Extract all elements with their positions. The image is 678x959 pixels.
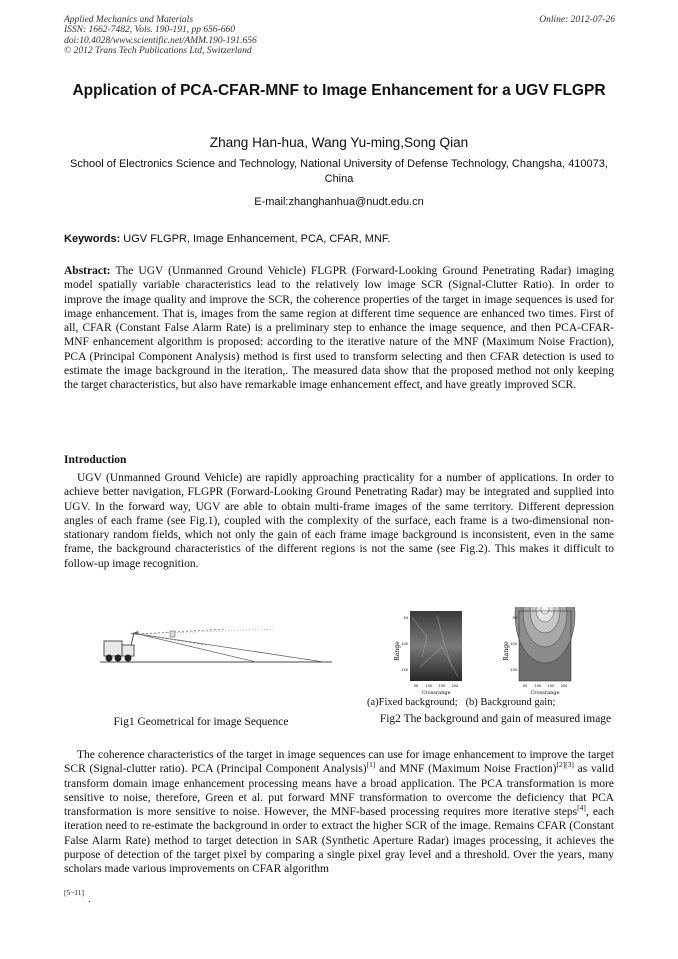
- vehicle-wheel: [106, 655, 113, 662]
- vehicle-wheel: [125, 655, 132, 662]
- figure-1-geometry-diagram: [96, 625, 336, 685]
- x-tick-label: 50: [413, 684, 419, 688]
- sentence-end-dot: .: [88, 893, 91, 905]
- y-tick-label: 150: [510, 668, 517, 672]
- radar-beam: [138, 634, 256, 662]
- citation-ref: [2][3]: [556, 760, 574, 770]
- keywords-label: Keywords:: [64, 233, 121, 245]
- y-tick-label: 100: [401, 642, 408, 646]
- radar-antenna: [130, 631, 139, 635]
- radar-mast: [131, 633, 134, 645]
- x-axis-label: Crossrange: [530, 690, 560, 696]
- para2-text-4: , each iteration need to re-estimate the background in order to extract the higher SCR of the image. Remains CFAR (Constant False Alarm Rate) method to target detection in SAR (Synthetic Aperture Radar) images processing, it achieves the purpose of detection of the target pixel by comparing a single pixel gray level and a threshold. Over the years, many scholars made various improvements on CFAR algorithm: [64, 806, 614, 876]
- abstract: [64, 264, 614, 393]
- x-axis-label: Crossrange: [421, 690, 451, 696]
- y-axis-label: Range: [394, 641, 401, 661]
- figure-2a-fixed-background: [392, 607, 467, 704]
- x-tick-label: 150: [547, 684, 555, 688]
- figure-2-caption: Fig2 The background and gain of measured image: [379, 713, 612, 725]
- figure-2b-caption: (b) Background gain;: [465, 697, 556, 708]
- x-tick-label: 50: [522, 684, 528, 688]
- keywords: [64, 233, 390, 245]
- affiliation: School of Electronics Science and Technology, National University of Defense Technology, Changsha, 410073, China: [70, 158, 608, 185]
- vehicle-cab: [122, 645, 134, 656]
- issn-line: ISSN: 1662-7482, Vols. 190-191, pp 656-660: [64, 25, 235, 36]
- copyright-line: © 2012 Trans Tech Publications Ltd, Switzerland: [64, 45, 252, 56]
- figure-1-caption: Fig1 Geometrical for image Sequence: [113, 716, 289, 728]
- y-tick-label: 150: [401, 668, 408, 672]
- citation-ref: [4]: [577, 803, 586, 813]
- radar-beam: [138, 629, 226, 634]
- y-axis-label: Range: [503, 641, 510, 661]
- citation-ref: [1]: [366, 760, 376, 770]
- vehicle-body: [104, 641, 122, 656]
- vehicle-body: [170, 631, 175, 637]
- keywords-text: UGV FLGPR, Image Enhancement, PCA, CFAR, MNF.: [120, 233, 391, 245]
- x-tick-label: 100: [534, 684, 542, 688]
- authors: Zhang Han-hua, Wang Yu-ming,Song Qian: [209, 135, 469, 150]
- doi-line: doi:10.4028/www.scientific.net/AMM.190-191.656: [64, 35, 257, 46]
- y-tick-label: 50: [403, 616, 408, 620]
- para2-text-3: as valid transform domain image enhancement processing means have a broad application. The PCA transformation is more sensitive to noise, therefore, Green et al. put forward MNF transformation to overcome the deficiency that PCA transformation is more sensitive to noise. However, the MNF-based processing requires more iterative steps: [64, 763, 614, 819]
- introduction-heading: Introduction: [64, 454, 127, 466]
- author-email: E-mail:zhanghanhua@nudt.edu.cn: [254, 196, 424, 208]
- citation-ref-bottom: [5~11]: [64, 888, 85, 897]
- x-tick-label: 200: [451, 684, 459, 688]
- journal-header: [64, 15, 257, 56]
- body-paragraph-2: [64, 748, 614, 877]
- vehicle-wheel: [115, 655, 122, 662]
- figure-2-subcaptions: [367, 697, 555, 708]
- x-tick-label: 200: [560, 684, 568, 688]
- abstract-text: The UGV (Unmanned Ground Vehicle) FLGPR (Forward-Looking Ground Penetrating Radar) imaging model spatially variable characteristics lead to the relatively low image SCR (Signal-Clutter Ratio). In order to improve the image quality and improve the SCR, the coherence properties of the target in image sequences is used for image enhancement. That is, images from the same region at different time sequence are enhanced two times. First of all, CFAR (Constant False Alarm Rate) is a preliminary step to enhance the image sequence, and then PCA-CFAR-MNF enhancement algorithm is proposed: according to the iterative nature of the MNF (Maximum Noise Fraction), PCA (Principal Component Analysis) method is first used to transform selecting and then CFAR detection is used to estimate the image background in the iteration,. The measured data show that the proposed method not only keeping the target characteristics, but also have remarkable image enhancement effect, and have greatly improved SCR.: [64, 265, 614, 392]
- x-tick-label: 150: [438, 684, 446, 688]
- figure-2b-background-gain: [501, 607, 576, 704]
- y-tick-label: 50: [512, 616, 517, 620]
- online-date: Online: 2012-07-26: [539, 15, 615, 25]
- paper-title: Application of PCA-CFAR-MNF to Image Enhancement for a UGV FLGPR: [72, 82, 606, 99]
- figure-2a-caption: (a)Fixed background;: [367, 697, 458, 708]
- journal-name: Applied Mechanics and Materials: [64, 15, 194, 25]
- abstract-label: Abstract:: [64, 265, 111, 277]
- para2-text-2: and MNF (Maximum Noise Fraction): [375, 763, 557, 776]
- y-tick-label: 100: [510, 642, 517, 646]
- introduction-paragraph: UGV (Unmanned Ground Vehicle) are rapidly approaching practicality for a number of applications. In order to achieve better navigation, FLGPR (Forward-Looking Ground Penetrating Radar) may be integrated and supplied into UGV. In the forward way, UGV are able to obtain multi-frame images of the same territory. Different depression angles of each frame (see Fig.1), coupled with the complexity of the surface, each frame is a two-dimensional non-stationary random fields, which not only the gain of each frame image background is inconsistent, even in the same frame, the background characteristics of the different regions is not the same (see Fig.2). This makes it difficult to follow-up image recognition.: [64, 472, 614, 570]
- para2-text-1: The coherence characteristics of the target in image sequences can use for image enhancement to improve the target SCR (Signal-clutter ratio). PCA (Principal Component Analysis): [64, 749, 614, 776]
- x-tick-label: 100: [425, 684, 433, 688]
